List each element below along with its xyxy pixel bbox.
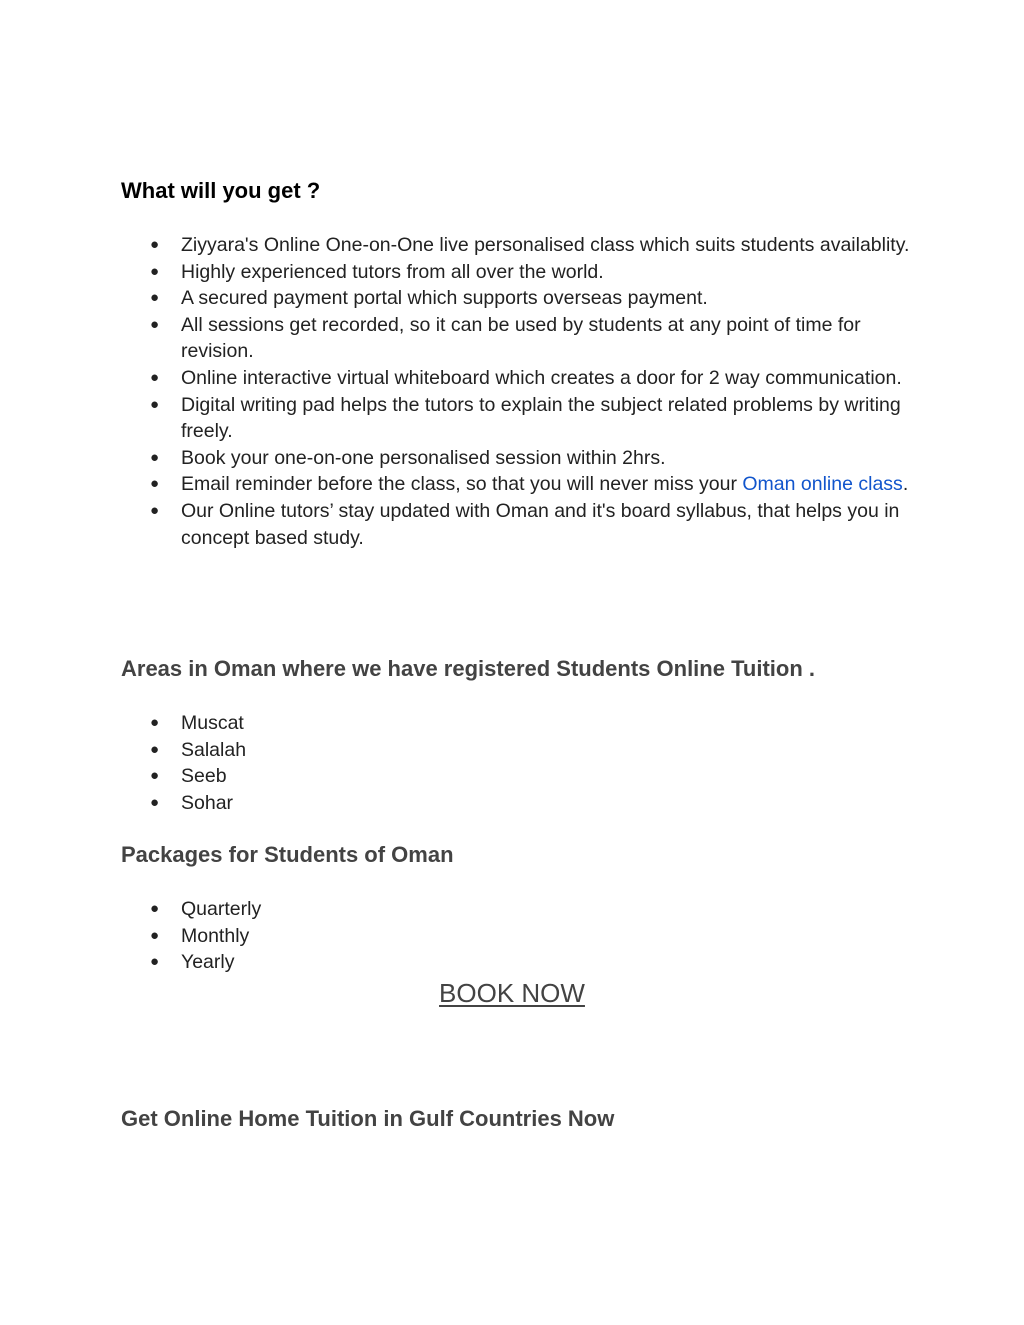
list-item: ● Salalah — [121, 737, 911, 764]
packages-list — [121, 896, 911, 976]
bullet-icon: ● — [150, 926, 160, 944]
list-item: ● Sohar — [121, 790, 911, 817]
bullet-icon: ● — [150, 501, 160, 519]
bullet-icon: ● — [150, 262, 160, 280]
areas-heading: Areas in Oman where we have registered Students Online Tuition . — [121, 656, 815, 681]
list-item: ● Book your one-on-one personalised session within 2hrs. — [121, 445, 911, 472]
bullet-icon: ● — [150, 448, 160, 466]
bullet-icon: ● — [150, 236, 160, 253]
list-item: ● Ziyyara's Online One-on-One live personalised class which suits students availablity. — [121, 232, 911, 259]
list-item: ● Highly experienced tutors from all over the world. — [121, 259, 911, 286]
bullet-icon: ● — [150, 767, 160, 785]
list-item: ● Monthly — [121, 923, 911, 950]
areas-list — [121, 710, 911, 816]
list-item: ● Our Online tutors’ stay updated with Oman and it's board syllabus, that helps you in concept based study. — [150, 499, 900, 549]
bullet-icon: ● — [150, 395, 160, 413]
oman-online-class-link[interactable]: Oman online class — [742, 473, 903, 496]
bullet-icon: ● — [150, 714, 160, 731]
list-item: ● Muscat — [121, 710, 911, 737]
list-item: ● Email reminder before the class, so that you will never miss your Oman online class. — [121, 471, 911, 498]
bullet-icon: ● — [150, 315, 160, 333]
bullet-icon: ● — [150, 475, 160, 493]
bullet-icon: ● — [150, 953, 160, 971]
list-item: ● All sessions get recorded, so it can be used by students at any point of time for revision. — [150, 313, 861, 363]
bullet-icon: ● — [150, 740, 160, 758]
benefits-list — [121, 232, 911, 551]
list-item: ● Yearly — [121, 949, 911, 976]
footer-heading: Get Online Home Tuition in Gulf Countries Now — [121, 1106, 615, 1131]
list-item: ● Quarterly — [121, 896, 911, 923]
list-item: ● A secured payment portal which supports overseas payment. — [121, 285, 911, 312]
book-now-row — [0, 977, 1024, 1009]
what-will-you-get-heading: What will you get ? — [121, 178, 321, 203]
packages-heading: Packages for Students of Oman — [121, 842, 454, 867]
bullet-icon: ● — [150, 289, 160, 307]
list-item: ● Digital writing pad helps the tutors to explain the subject related problems by writing freely. — [150, 393, 901, 443]
bullet-icon: ● — [150, 793, 160, 811]
list-item: ● Seeb — [121, 763, 911, 790]
bullet-icon: ● — [150, 368, 160, 386]
list-item: ● Online interactive virtual whiteboard which creates a door for 2 way communication. — [121, 365, 911, 392]
bullet-icon: ● — [150, 900, 160, 917]
book-now-link[interactable]: BOOK NOW — [439, 978, 585, 1008]
